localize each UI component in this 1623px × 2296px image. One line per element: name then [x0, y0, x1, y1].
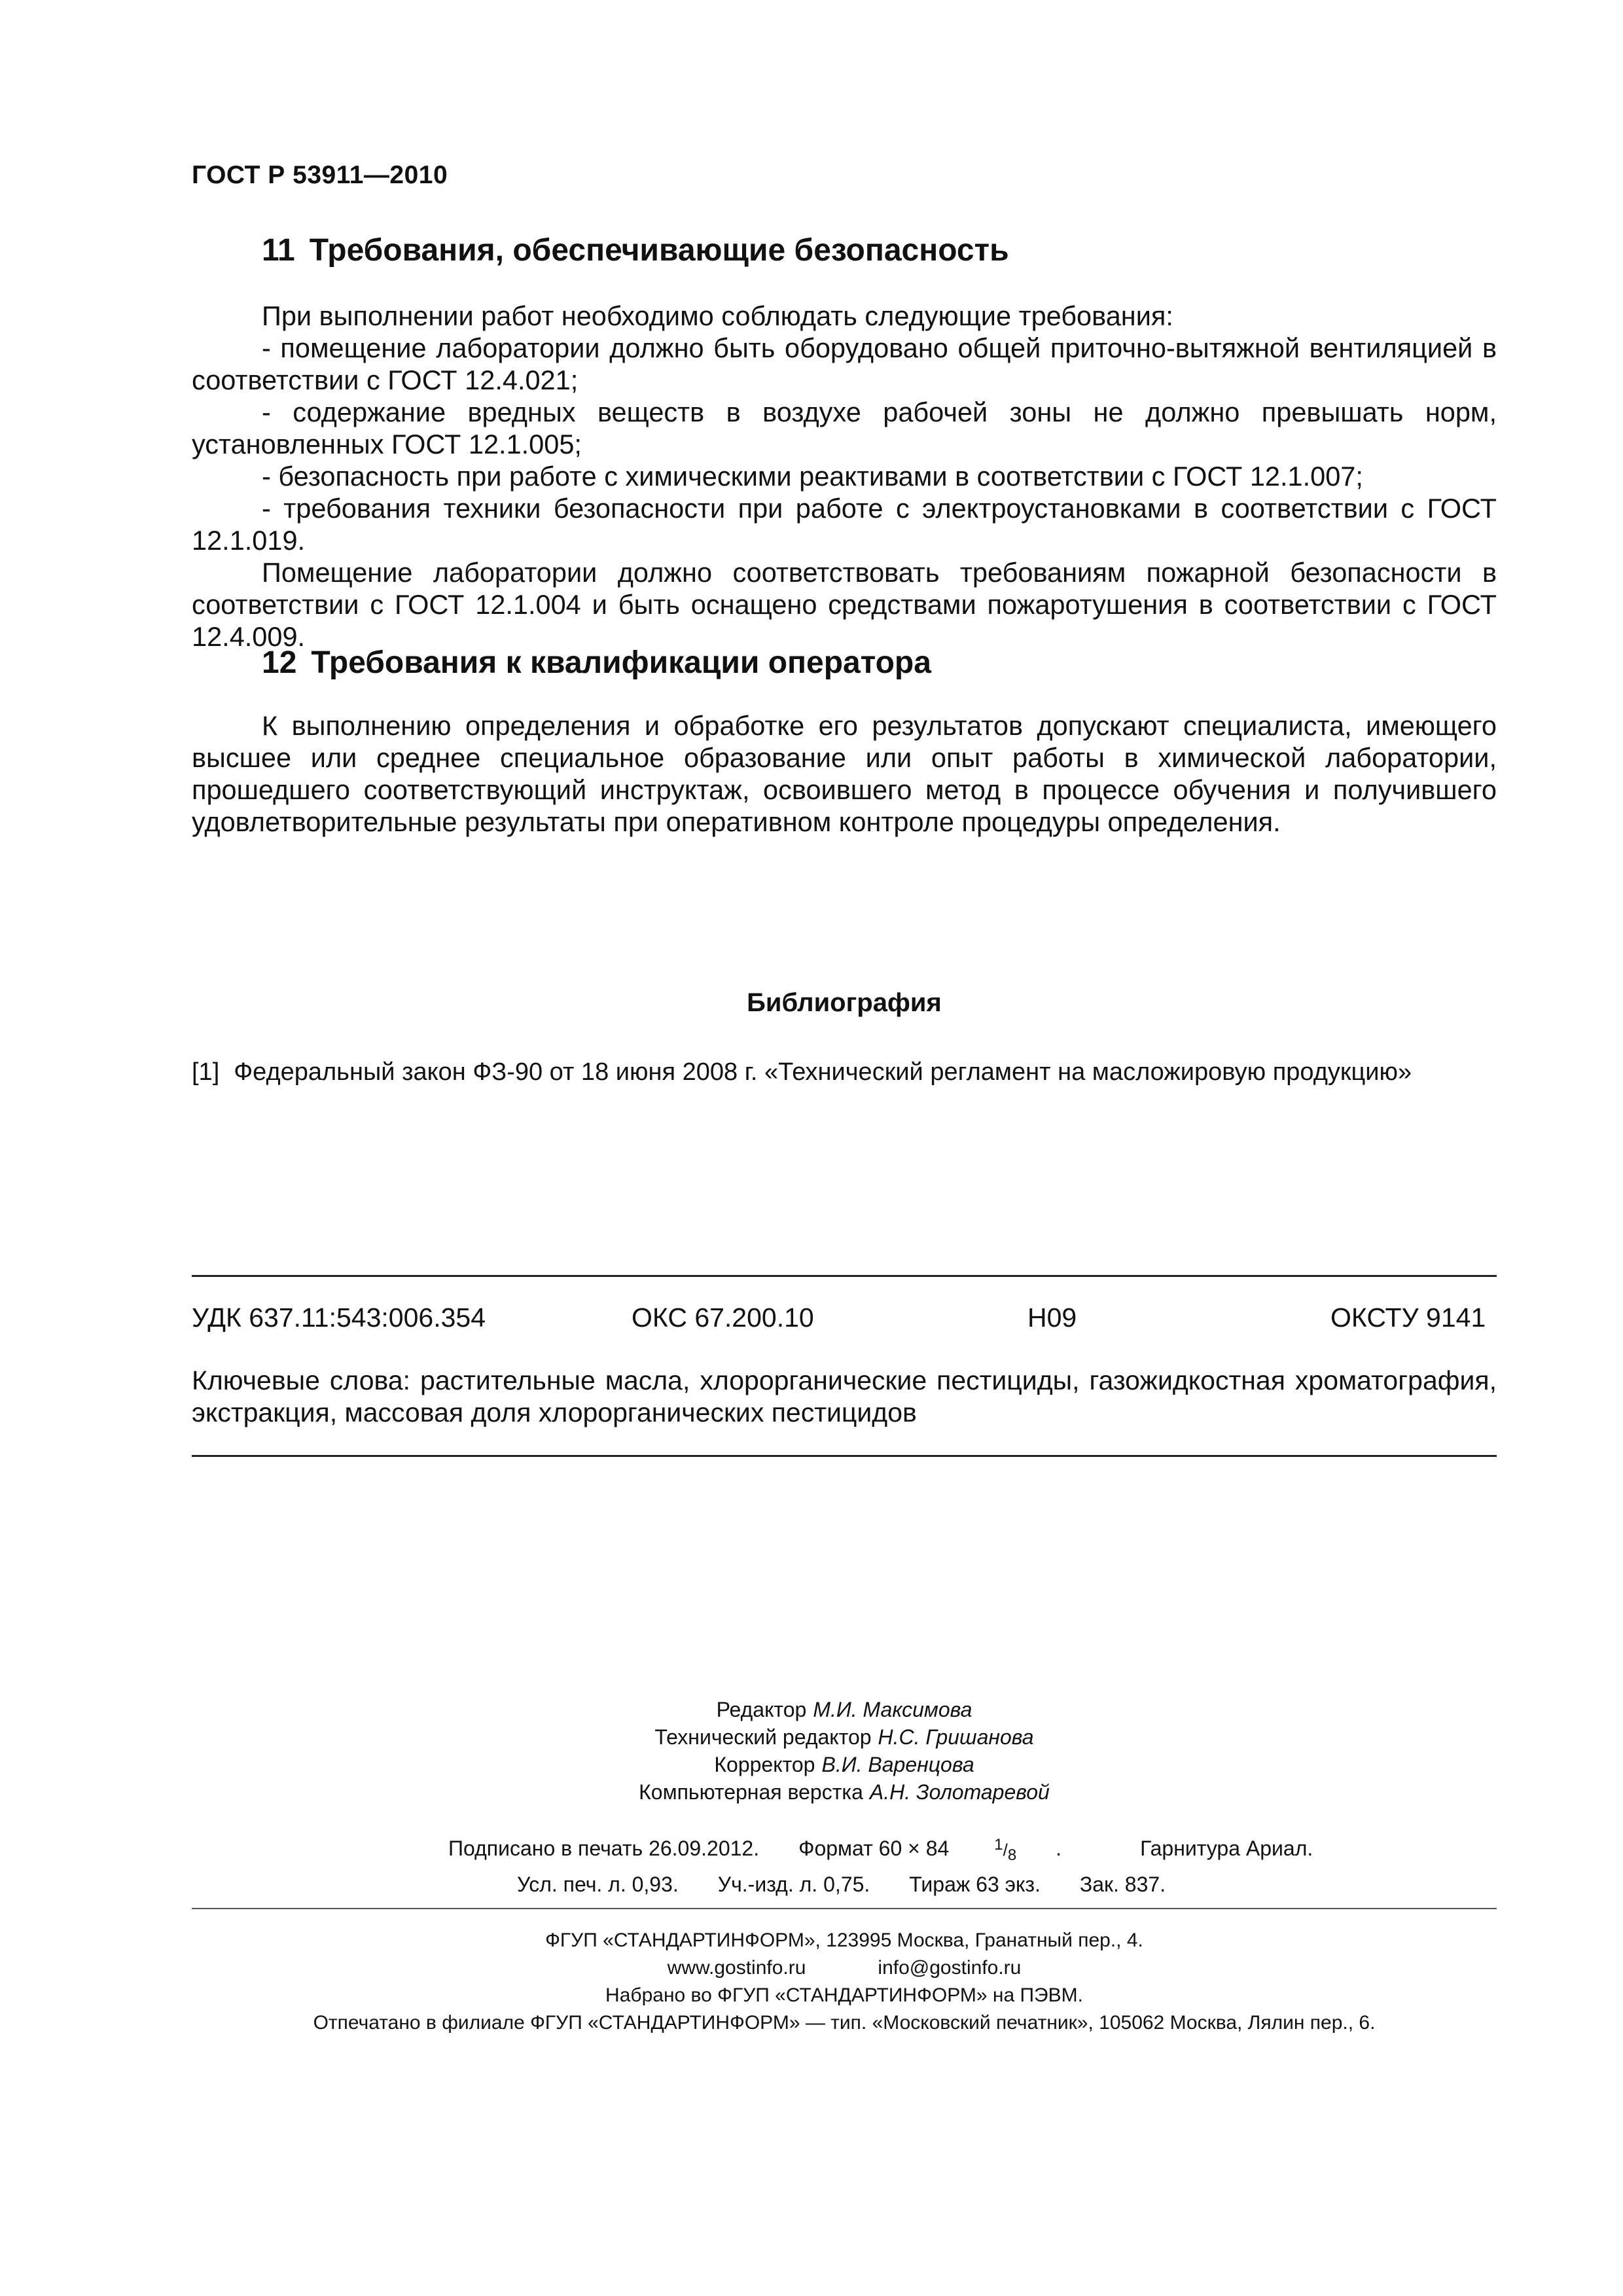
section-number: 12: [262, 645, 297, 680]
staff-name: М.И. Максимова: [813, 1698, 972, 1721]
typeset-note: Набрано во ФГУП «СТАНДАРТИНФОРМ» на ПЭВМ.: [605, 1984, 1083, 2006]
list-item: - содержание вредных веществ в воздухе рабочей зоны не должно превышать норм, установленных ГОСТ 12.1.005;: [192, 397, 1497, 459]
oks-code: ОКС 67.200.10: [632, 1302, 814, 1333]
typeface: Гарнитура Ариал.: [1140, 1837, 1313, 1860]
section-12-heading: [262, 645, 931, 681]
staff-line: [0, 1753, 1623, 1777]
keywords: Ключевые слова: растительные масла, хлорорганические пестициды, газожидкостная хроматография, экстракция, массовая доля хлорорганических пестицидов: [192, 1365, 1497, 1427]
staff-name: Н.С. Гришанова: [878, 1725, 1034, 1749]
order-number: Зак. 837.: [1079, 1873, 1166, 1896]
section-11-heading: [262, 232, 1009, 268]
bibliography-item: [192, 1058, 1412, 1086]
ref-text: Федеральный закон ФЗ-90 от 18 июня 2008 г. «Технический регламент на масложировую продукцию»: [234, 1058, 1412, 1086]
standard-code: ГОСТ Р 53911—2010: [192, 161, 448, 189]
publisher-address: ФГУП «СТАНДАРТИНФОРМ», 123995 Москва, Гранатный пер., 4.: [545, 1929, 1143, 1951]
website-link[interactable]: www.gostinfo.ru: [667, 1957, 806, 1979]
divider: [192, 1275, 1497, 1277]
list-item: - безопасность при работе с химическими реактивами в соответствии с ГОСТ 12.1.007;: [262, 461, 1363, 492]
email-link[interactable]: info@gostinfo.ru: [878, 1957, 1022, 1979]
section-number: 11: [262, 233, 295, 268]
section-title: Требования к квалификации оператора: [311, 645, 931, 680]
signed-date: Подписано в печать 26.09.2012.: [448, 1837, 760, 1860]
staff-role: Корректор: [714, 1753, 815, 1776]
printed-note: Отпечатано в филиале ФГУП «СТАНДАРТИНФОРМ» — тип. «Московский печатник», 105062 Москва, Лялин пер., 6.: [313, 2012, 1376, 2034]
divider: [192, 1908, 1497, 1909]
staff-name: В.И. Варенцова: [821, 1753, 974, 1776]
staff-role: Технический редактор: [654, 1725, 872, 1749]
divider: [192, 1455, 1497, 1457]
staff-line: [0, 1725, 1623, 1749]
section-11-body: [192, 300, 1497, 653]
print-sheets: Усл. печ. л. 0,93.: [517, 1873, 679, 1896]
section-title: Требования, обеспечивающие безопасность: [309, 233, 1009, 268]
staff-name: А.Н. Золотаревой: [869, 1780, 1050, 1804]
list-item: - помещение лаборатории должно быть оборудовано общей приточно-вытяжной вентиляцией в соответствии с ГОСТ 12.4.021;: [192, 332, 1497, 395]
okstu-code: ОКСТУ 9141: [1330, 1302, 1486, 1333]
publisher-contacts: [0, 1957, 1623, 1979]
udk-code: УДК 637.11:543:006.354: [192, 1302, 486, 1333]
imprint-line-1: [448, 1837, 1352, 1863]
format-fraction: $^1/_8$: [994, 1835, 1017, 1864]
paragraph: К выполнению определения и обработке его результатов допускают специалиста, имеющего высшее или среднее специальное образование или опыт работы в химической лаборатории, прошедшего соответствующий инструктаж, освоившего метод в процессе обучения и получившего удовлетворительные результаты при оперативном контроле процедуры определения.: [192, 710, 1497, 837]
staff-role: Редактор: [716, 1698, 807, 1721]
imprint-line-2: [517, 1873, 1205, 1897]
paragraph: Помещение лаборатории должно соответствовать требованиям пожарной безопасности в соответствии с ГОСТ 12.1.004 и быть оснащено средствами пожаротушения в соответствии с ГОСТ 12.4.009.: [192, 557, 1497, 652]
paragraph: При выполнении работ необходимо соблюдать следующие требования:: [262, 300, 1173, 331]
format: Формат 60 × 84 $^1/_8$ .: [798, 1835, 1062, 1864]
staff-line: [0, 1698, 1623, 1722]
bibliography-title: Библиография: [747, 988, 942, 1017]
ref-number: [1]: [192, 1058, 220, 1086]
staff-role: Компьютерная верстка: [639, 1780, 863, 1804]
group-code: Н09: [1027, 1302, 1077, 1333]
staff-line: [0, 1780, 1623, 1804]
print-run: Тираж 63 экз.: [909, 1873, 1041, 1896]
pub-sheets: Уч.-изд. л. 0,75.: [717, 1873, 870, 1896]
section-12-body: [192, 709, 1497, 838]
list-item: - требования техники безопасности при работе с электроустановками в соответствии с ГОСТ 12.1.019.: [192, 493, 1497, 556]
